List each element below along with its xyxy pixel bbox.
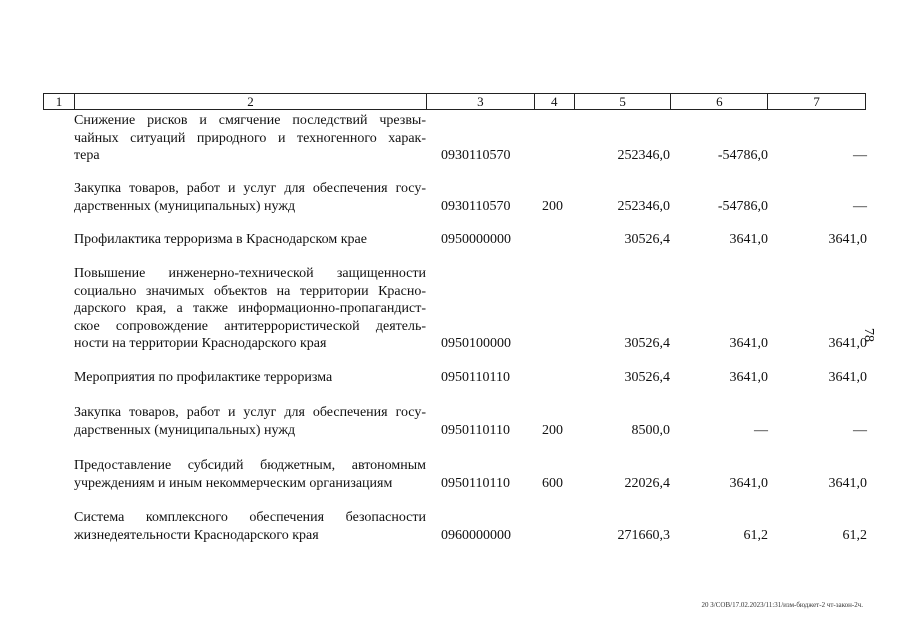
header-col-4: 4 [535, 94, 575, 109]
row-expense-type: 200 [542, 198, 563, 214]
row-description [74, 404, 426, 439]
description-line: Повышение инженерно-технической защищенности [74, 266, 426, 281]
row-value-col7: 3641,0 [828, 232, 867, 247]
row-value-col6: 3641,0 [729, 475, 768, 491]
row-code: 0930110570 [441, 148, 511, 163]
row-value-col6: 3641,0 [729, 336, 768, 351]
description-line: дарственных (муниципальных) нужд [74, 198, 296, 214]
row-code: 0950110110 [441, 370, 510, 385]
description-line: Система комплексного обеспечения безопасности [74, 510, 426, 525]
row-value-col7: 61,2 [842, 527, 867, 543]
row-code: 0950110110 [441, 475, 510, 491]
row-value-col7: 3641,0 [828, 475, 867, 491]
description-line: Снижение рисков и смягчение последствий чрезвы- [74, 113, 426, 128]
page-number: 78 [861, 328, 876, 342]
row-value-col5: 30526,4 [624, 370, 670, 385]
description-line: учреждениям и иным некоммерческим организациям [74, 475, 393, 491]
row-value-col5: 30526,4 [624, 232, 670, 247]
row-value-col6: -54786,0 [717, 148, 768, 163]
row-code: 0950110110 [441, 422, 510, 438]
row-description [74, 180, 426, 215]
row-value-col6: 3641,0 [729, 370, 768, 385]
row-value-col5: 22026,4 [624, 475, 670, 491]
row-value-col7: 3641,0 [828, 336, 867, 351]
description-line: чайных ситуаций природного и техногенного харак- [74, 130, 426, 146]
header-col-3: 3 [427, 94, 535, 109]
table-row [0, 369, 905, 387]
header-col-6: 6 [671, 94, 768, 109]
row-description [74, 509, 426, 544]
row-description [74, 112, 426, 165]
header-col-2: 2 [75, 94, 427, 109]
row-value-col5: 30526,4 [624, 336, 670, 351]
description-line: Мероприятия по профилактике терроризма [74, 370, 333, 385]
row-description [74, 369, 426, 387]
row-description [74, 265, 426, 353]
row-value-col7: — [853, 198, 867, 214]
row-code: 0930110570 [441, 198, 511, 214]
description-line: дарственных (муниципальных) нужд [74, 422, 296, 438]
row-value-col5: 8500,0 [631, 422, 670, 438]
row-value-col7: — [853, 422, 867, 438]
description-line: Профилактика терроризма в Краснодарском крае [74, 232, 367, 247]
table-row [0, 112, 905, 165]
row-value-col7: — [853, 148, 867, 163]
description-line: ности на территории Краснодарского края [74, 336, 327, 351]
row-value-col7: 3641,0 [828, 370, 867, 385]
row-value-col5: 252346,0 [617, 198, 670, 214]
header-col-7: 7 [813, 94, 820, 109]
table-row [0, 265, 905, 353]
row-description [74, 231, 426, 249]
description-line: социально значимых объектов на территории Красно- [74, 283, 426, 299]
description-line: Предоставление субсидий бюджетным, автономным [74, 458, 426, 473]
row-value-col6: — [754, 422, 768, 438]
description-line: дарского края, а также информационно-пропагандист- [74, 301, 426, 316]
column-number-header [43, 93, 866, 110]
row-value-col5: 252346,0 [617, 148, 670, 163]
header-col-1: 1 [44, 94, 75, 109]
row-value-col6: 61,2 [743, 527, 768, 543]
row-expense-type: 200 [542, 422, 563, 438]
description-line: Закупка товаров, работ и услуг для обеспечения госу- [74, 405, 426, 420]
row-code: 0960000000 [441, 527, 511, 543]
row-value-col5: 271660,3 [617, 527, 670, 543]
table-row [0, 180, 905, 215]
row-code: 0950000000 [441, 232, 511, 247]
header-col-5: 5 [575, 94, 672, 109]
table-row [0, 509, 905, 544]
row-expense-type: 600 [542, 475, 563, 491]
description-line: жизнедеятельности Краснодарского края [74, 527, 319, 543]
footer-stamp: 20 З/СОВ/17.02.2023/11:31/изм-бюджет-2 чт-закон-2ч. [701, 601, 863, 609]
row-value-col6: -54786,0 [717, 198, 768, 214]
row-value-col6: 3641,0 [729, 232, 768, 247]
table-row [0, 404, 905, 439]
table-row [0, 231, 905, 249]
description-line: ское сопровождение антитеррористической деятель- [74, 318, 426, 334]
description-line: тера [74, 148, 100, 163]
description-line: Закупка товаров, работ и услуг для обеспечения госу- [74, 181, 426, 196]
row-description [74, 457, 426, 492]
row-code: 0950100000 [441, 336, 511, 351]
table-row [0, 457, 905, 492]
